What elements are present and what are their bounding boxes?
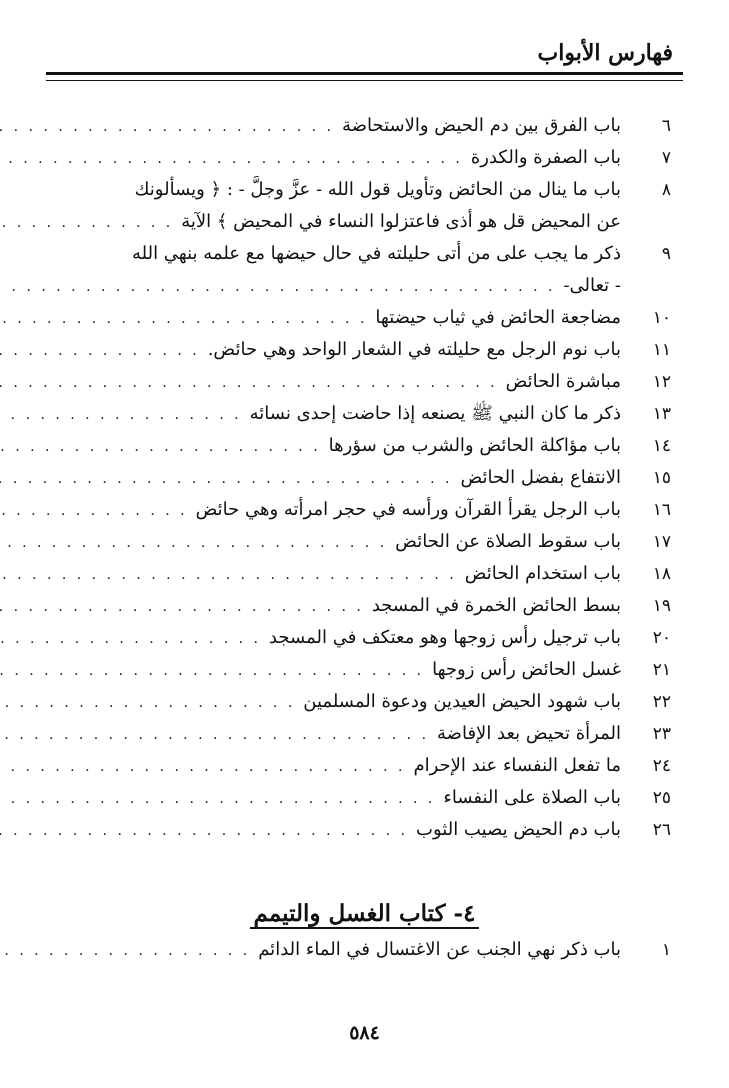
entry-title: - تعالى- [563,275,621,296]
entry-body [0,622,621,654]
toc-entry [46,934,671,966]
entry-number: ٦ [661,116,671,136]
entry-number: ١٢ [652,372,671,392]
entry-body [0,814,621,846]
entry-number: ١٠ [652,308,671,328]
entry-number: ١٨ [652,564,671,584]
entry-line [0,110,621,142]
entry-number: ١ [661,940,671,960]
entry-body [0,142,621,174]
entry-title: باب ترجيل رأس زوجها وهو معتكف في المسجد [268,627,621,648]
dot-leader [0,559,457,591]
entry-line [0,302,621,334]
entry-title: غسل الحائض رأس زوجها [432,659,621,680]
section-title [0,900,729,927]
entry-line [0,718,621,750]
entry-line [0,366,621,398]
toc-entry [46,366,671,398]
entry-title: باب استخدام الحائض [464,563,621,584]
entry-number: ٢٣ [652,724,671,744]
entry-line [0,238,621,270]
entry-line [0,686,621,718]
toc-entry [46,302,671,334]
entry-body [0,718,621,750]
section-toc-list [46,934,671,966]
toc-entry [46,654,671,686]
page-number: ٥٨٤ [349,1022,380,1044]
entry-number: ١٩ [652,596,671,616]
entry-line [0,750,621,782]
entry-body [0,110,621,142]
toc-entry [46,334,671,366]
entry-number: ٢٥ [652,788,671,808]
entry-number: ٢٠ [652,628,671,648]
entry-title: مضاجعة الحائض في ثياب حيضتها [375,307,621,328]
toc-entry [46,238,671,302]
dot-leader [0,783,435,815]
entry-title: المرأة تحيض بعد الإفاضة [437,723,621,744]
toc-entry [46,782,671,814]
entry-line [0,654,621,686]
header-rule-thin [46,80,683,81]
entry-title: باب مؤاكلة الحائض والشرب من سؤرها [328,435,621,456]
toc-entry [46,110,671,142]
dot-leader [0,687,295,719]
entry-title: مباشرة الحائض [505,371,621,392]
entry-body [0,494,621,526]
entry-line [0,590,621,622]
toc-entry [46,494,671,526]
toc-entry [46,174,671,238]
entry-line [0,206,621,238]
entry-body [0,526,621,558]
entry-line [0,430,621,462]
entry-number: ١٣ [652,404,671,424]
toc-entry [46,462,671,494]
dot-leader [0,367,498,399]
toc-entry [46,430,671,462]
dot-leader [0,207,173,239]
entry-number: ٢١ [652,660,671,680]
entry-title: ذكر ما كان النبي ﷺ يصنعه إذا حاضت إحدى نسائه [249,403,621,424]
entry-title: باب دم الحيض يصيب الثوب [416,819,621,840]
entry-number: ١١ [652,340,671,360]
entry-title: باب ما ينال من الحائض وتأويل قول الله - عزَّ وجلَّ - : ﴿ ويسألونك [134,179,621,200]
dot-leader [0,303,367,335]
entry-body [0,654,621,686]
entry-number: ٢٤ [652,756,671,776]
entry-line [0,622,621,654]
toc-list [46,110,671,846]
entry-number: ٩ [661,244,671,264]
toc-entry [46,142,671,174]
entry-number: ١٥ [652,468,671,488]
entry-number: ١٦ [652,500,671,520]
dot-leader [0,495,188,527]
entry-title: باب ذكر نهي الجنب عن الاغتسال في الماء الدائم [258,939,621,960]
entry-line [0,398,621,430]
dot-leader [0,399,242,431]
dot-leader [0,111,334,143]
toc-entry [46,686,671,718]
dot-leader [0,815,408,847]
entry-line [0,270,621,302]
entry-title: باب نوم الرجل مع حليلته في الشعار الواحد وهي حائض. [207,339,621,360]
entry-number: ٢٦ [652,820,671,840]
entry-body [0,934,621,966]
entry-number: ٢٢ [652,692,671,712]
dot-leader [0,335,200,367]
entry-line [0,494,621,526]
entry-title: ذكر ما يجب على من أتى حليلته في حال حيضها مع علمه بنهي الله [131,243,621,264]
entry-title: باب شهود الحيض العيدين ودعوة المسلمين [303,691,621,712]
dot-leader [0,591,364,623]
toc-entry [46,718,671,750]
entry-body [0,398,621,430]
entry-title: باب الرجل يقرأ القرآن ورأسه في حجر امرأته وهي حائض [195,499,621,520]
entry-number: ١٤ [652,436,671,456]
entry-title: باب الصلاة على النفساء [443,787,621,808]
toc-entry [46,622,671,654]
entry-line [0,558,621,590]
entry-body [0,782,621,814]
running-head: فهارس الأبواب [537,40,673,66]
toc-entry [46,398,671,430]
entry-number: ١٧ [652,532,671,552]
toc-entry [46,814,671,846]
dot-leader [0,527,387,559]
entry-title: الانتفاع بفضل الحائض [460,467,621,488]
entry-body [0,558,621,590]
entry-body [0,366,621,398]
entry-body [0,462,621,494]
entry-body [0,750,621,782]
entry-body [0,302,621,334]
entry-number: ٧ [661,148,671,168]
section-title-text: ٤- كتاب الغسل والتيمم [250,900,480,929]
entry-line [0,334,621,366]
entry-body [0,430,621,462]
entry-body [0,590,621,622]
entry-body [0,334,621,366]
entry-body [0,238,621,302]
entry-title: باب الفرق بين دم الحيض والاستحاضة [342,115,621,136]
entry-line [0,934,621,966]
dot-leader [0,271,555,303]
entry-body [0,686,621,718]
toc-entry [46,526,671,558]
toc-entry [46,590,671,622]
toc-entry [46,750,671,782]
entry-title: بسط الحائض الخمرة في المسجد [371,595,621,616]
entry-number: ٨ [661,180,671,200]
entry-line [0,814,621,846]
dot-leader [0,143,463,175]
toc-entry [46,558,671,590]
dot-leader [0,751,405,783]
entry-line [0,782,621,814]
entry-title: باب الصفرة والكدرة [470,147,621,168]
entry-title: ما تفعل النفساء عند الإحرام [413,755,621,776]
dot-leader [0,655,424,687]
entry-body [0,174,621,238]
entry-line [0,142,621,174]
entry-line [0,462,621,494]
dot-leader [0,463,453,495]
entry-line [0,174,621,206]
entry-title: باب سقوط الصلاة عن الحائض [395,531,621,552]
dot-leader [0,431,321,463]
dot-leader [0,623,261,655]
header-rule-thick [46,72,683,75]
entry-line [0,526,621,558]
dot-leader [0,719,429,751]
entry-title: عن المحيض قل هو أذى فاعتزلوا النساء في المحيض ﴾ الآية [181,211,621,232]
dot-leader [0,935,250,967]
